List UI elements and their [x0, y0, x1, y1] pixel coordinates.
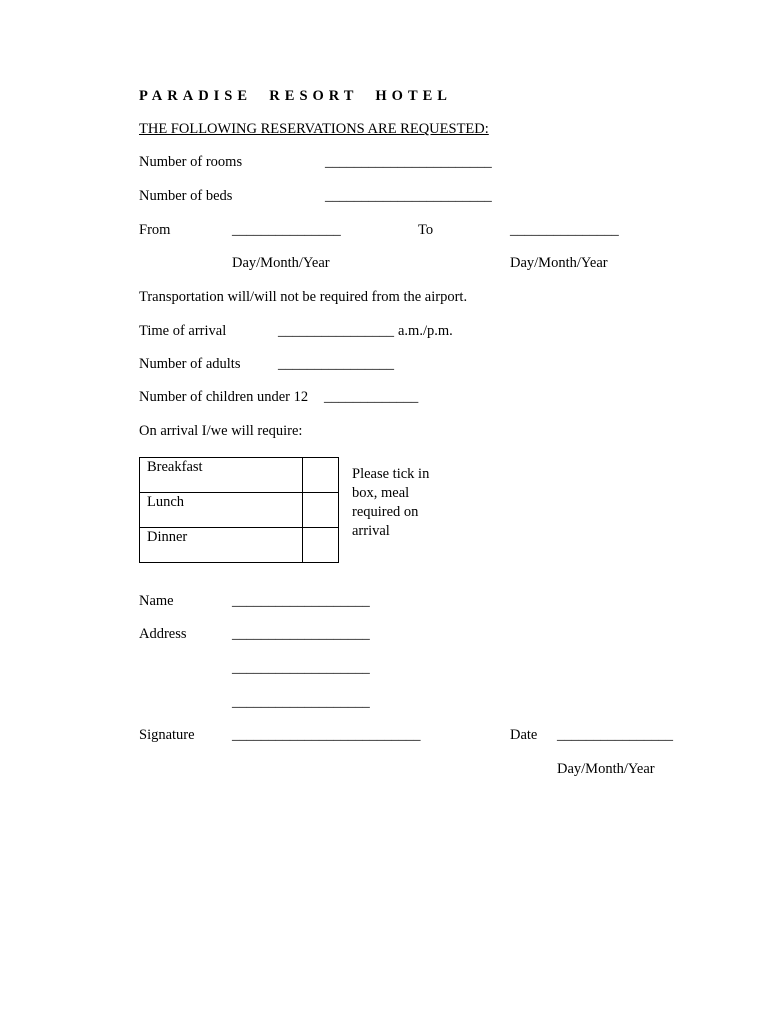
date-label: Date — [510, 727, 538, 743]
meal-checkbox-breakfast[interactable] — [303, 458, 339, 493]
address-label: Address — [139, 626, 187, 642]
transport-text: Transportation will/will not be required from the airport. — [139, 289, 468, 305]
meal-label-lunch: Lunch — [140, 493, 303, 528]
date-field[interactable]: ________________ — [557, 727, 673, 743]
meal-row — [140, 493, 339, 528]
meal-row — [140, 528, 339, 563]
meal-label-dinner: Dinner — [140, 528, 303, 563]
beds-field[interactable]: _______________________ — [325, 188, 492, 204]
meal-table — [139, 457, 339, 563]
date-hint: Day/Month/Year — [557, 761, 655, 777]
require-text: On arrival I/we will require: — [139, 423, 303, 439]
meal-label-breakfast: Breakfast — [140, 458, 303, 493]
rooms-label: Number of rooms — [139, 154, 243, 170]
beds-label: Number of beds — [139, 188, 233, 204]
to-date-hint: Day/Month/Year — [510, 255, 608, 271]
meal-note: Please tick in box, meal required on arrival — [352, 466, 430, 539]
to-label: To — [418, 222, 434, 238]
address-field-line-2[interactable]: ___________________ — [232, 660, 370, 676]
address-field-line-3[interactable]: ___________________ — [232, 694, 370, 710]
rooms-field[interactable]: _______________________ — [325, 154, 492, 170]
arrival-time-label: Time of arrival — [139, 323, 227, 339]
hotel-title: PARADISE RESORT HOTEL — [139, 88, 452, 104]
signature-label: Signature — [139, 727, 195, 743]
meal-checkbox-lunch[interactable] — [303, 493, 339, 528]
meal-row — [140, 458, 339, 493]
address-field-line-1[interactable]: ___________________ — [232, 626, 370, 642]
adults-field[interactable]: ________________ — [278, 356, 394, 372]
arrival-time-suffix: a.m./p.m. — [398, 323, 453, 339]
name-field[interactable]: ___________________ — [232, 593, 370, 609]
children-field[interactable]: _____________ — [324, 389, 419, 405]
children-label: Number of children under 12 — [139, 389, 309, 405]
name-label: Name — [139, 593, 174, 609]
from-field[interactable]: _______________ — [232, 222, 341, 238]
reservation-heading: THE FOLLOWING RESERVATIONS ARE REQUESTED: — [139, 121, 489, 137]
adults-label: Number of adults — [139, 356, 241, 372]
signature-field[interactable]: __________________________ — [232, 727, 421, 743]
to-field[interactable]: _______________ — [510, 222, 619, 238]
meal-checkbox-dinner[interactable] — [303, 528, 339, 563]
from-date-hint: Day/Month/Year — [232, 255, 330, 271]
arrival-time-field[interactable]: ________________ — [278, 323, 394, 339]
from-label: From — [139, 222, 171, 238]
